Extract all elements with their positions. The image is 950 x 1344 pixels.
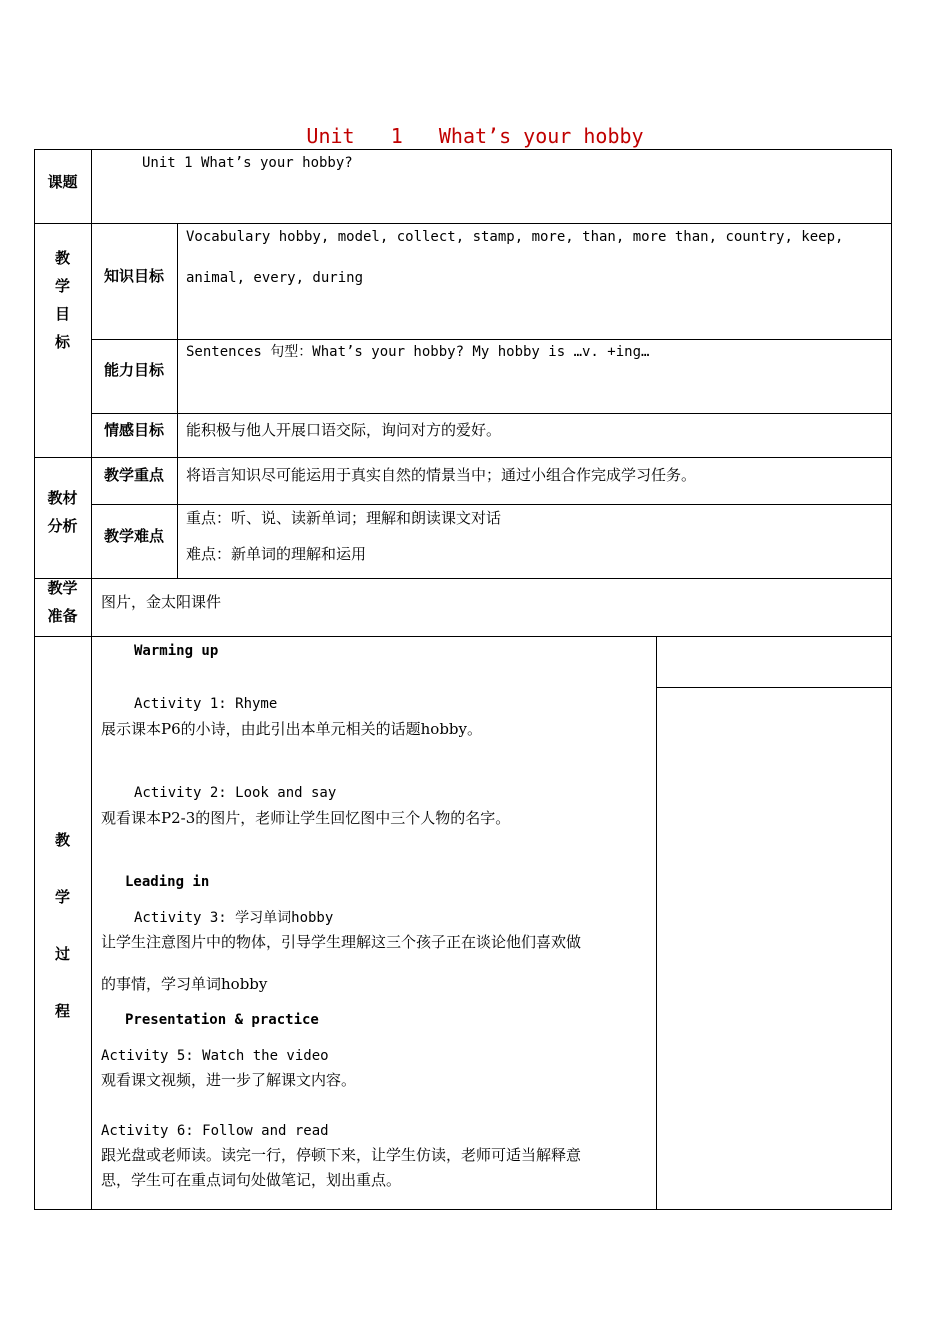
activity1-title: Activity 1: Rhyme <box>134 696 278 712</box>
process-label-char: 程 <box>54 1002 70 1020</box>
preparation-label-line1: 教学 <box>47 579 78 597</box>
document-title <box>0 124 950 148</box>
process-label-char: 教 <box>54 831 70 849</box>
knowledge-goal-label: 知识目标 <box>103 267 164 285</box>
teaching-difficulty-line2: 难点：新单词的理解和运用 <box>186 545 367 563</box>
knowledge-goal-line2: animal, every, during <box>186 270 364 286</box>
analysis-label-line2: 分析 <box>47 517 78 535</box>
ability-goal-value: Sentences 句型：What’s your hobby? My hobby is …v. +ing… <box>186 344 650 360</box>
objectives-label-char: 学 <box>54 277 70 295</box>
activity3-line2: 的事情，学习单词hobby <box>101 975 268 993</box>
keti-label: 课题 <box>47 173 78 191</box>
process-label-char: 学 <box>54 888 70 906</box>
preparation-label-line2: 准备 <box>47 607 78 625</box>
activity6-line2: 思，学生可在重点词句处做笔记，划出重点。 <box>101 1171 402 1189</box>
activity3-title: Activity 3: 学习单词hobby <box>134 910 334 926</box>
preparation-value: 图片，金太阳课件 <box>101 593 222 611</box>
section-leading-in: Leading in <box>125 874 210 890</box>
activity6-title: Activity 6: Follow and read <box>101 1123 329 1139</box>
activity5-title: Activity 5: Watch the video <box>101 1048 329 1064</box>
emotion-goal-label: 情感目标 <box>103 421 164 439</box>
process-label <box>34 826 91 1025</box>
activity3-line1: 让学生注意图片中的物体，引导学生理解这三个孩子正在谈论他们喜欢做 <box>101 933 582 951</box>
section-warming-up: Warming up <box>134 643 219 659</box>
analysis-label-line1: 教材 <box>47 489 78 507</box>
teaching-focus-label: 教学重点 <box>103 466 164 484</box>
objectives-label <box>34 244 91 356</box>
preparation-label <box>34 574 91 630</box>
objectives-label-char: 教 <box>54 249 70 267</box>
activity2-title: Activity 2: Look and say <box>134 785 337 801</box>
activity1-text: 展示课本P6的小诗，由此引出本单元相关的话题hobby。 <box>101 720 483 738</box>
objectives-label-char: 标 <box>54 333 70 351</box>
analysis-label <box>34 484 91 540</box>
emotion-goal-value: 能积极与他人开展口语交际，询问对方的爱好。 <box>186 421 502 439</box>
document-title-text: Unit 1 What’s your hobby <box>306 124 644 148</box>
activity5-text: 观看课文视频，进一步了解课文内容。 <box>101 1071 357 1089</box>
section-presentation-practice: Presentation & practice <box>125 1012 319 1028</box>
keti-value: Unit 1 What’s your hobby? <box>142 155 353 171</box>
objectives-label-char: 目 <box>54 305 70 323</box>
teaching-difficulty-line1: 重点：听、说、读新单词；理解和朗读课文对话 <box>186 509 502 527</box>
teaching-difficulty-label: 教学难点 <box>103 527 164 545</box>
process-label-char: 过 <box>54 945 70 963</box>
knowledge-goal-line1: Vocabulary hobby, model, collect, stamp, more, than, more than, country, keep, <box>186 229 844 245</box>
teaching-focus-value: 将语言知识尽可能运用于真实自然的情景当中；通过小组合作完成学习任务。 <box>186 466 697 484</box>
activity6-line1: 跟光盘或老师读。读完一行，停顿下来，让学生仿读，老师可适当解释意 <box>101 1146 582 1164</box>
activity2-text: 观看课本P2-3的图片，老师让学生回忆图中三个人物的名字。 <box>101 809 511 827</box>
ability-goal-label: 能力目标 <box>103 361 164 379</box>
